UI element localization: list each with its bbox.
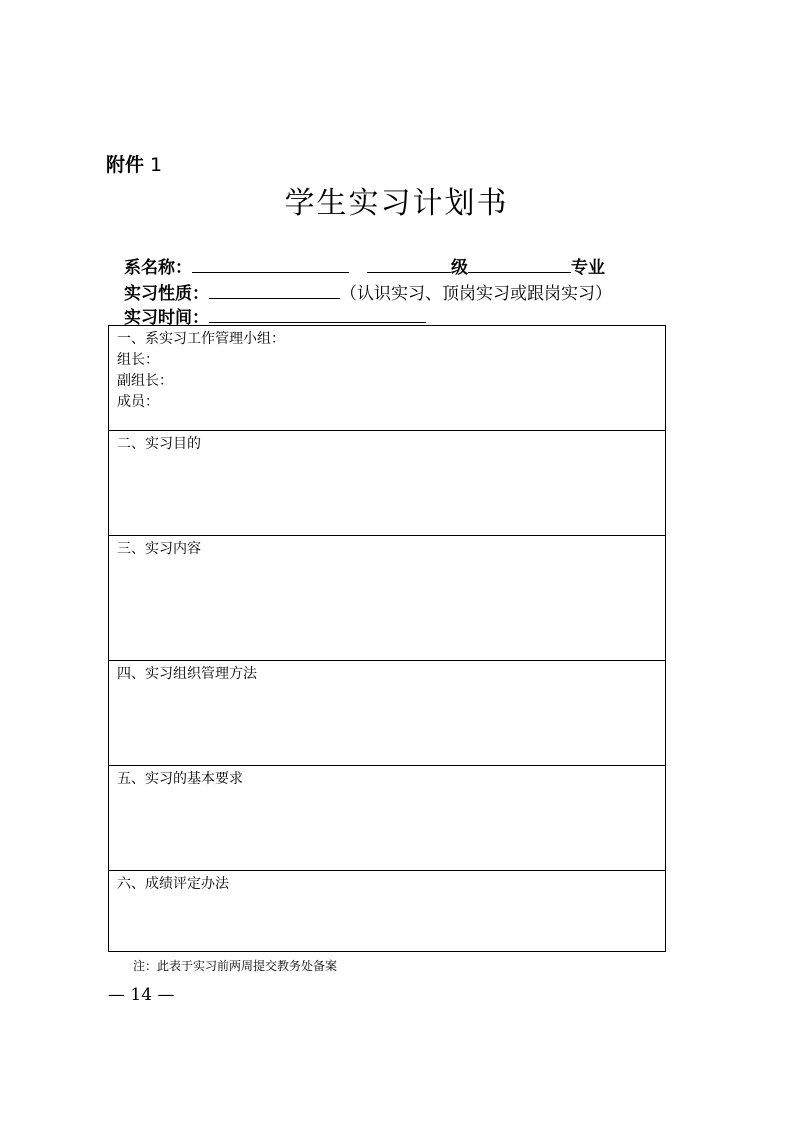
dept-grade-major-row [124, 253, 605, 278]
page-number: — 14 — [108, 985, 175, 1005]
section-purpose[interactable] [109, 431, 665, 536]
time-label: 实习时间： [124, 308, 209, 328]
section-content[interactable] [109, 536, 665, 661]
nature-row [124, 279, 612, 304]
plan-table [108, 325, 666, 952]
attachment-label [106, 150, 162, 177]
nature-field[interactable] [209, 281, 340, 299]
group-leader-label: 组长： [117, 352, 159, 368]
footnote: 注：此表于实习前两周提交教务处备案 [133, 959, 338, 973]
group-members-label: 成员： [117, 394, 159, 410]
grade-label: 级 [451, 258, 468, 278]
section-management[interactable] [109, 661, 665, 766]
section-requirements[interactable] [109, 766, 665, 871]
attachment-number: 1 [150, 154, 163, 176]
nature-label: 实习性质： [124, 284, 209, 304]
section-requirements-heading: 五、实习的基本要求 [117, 771, 243, 787]
section-purpose-heading: 二、实习目的 [117, 436, 201, 452]
section-management-heading: 四、实习组织管理方法 [117, 666, 257, 682]
group-deputy-label: 副组长： [117, 373, 173, 389]
section-assessment-heading: 六、成绩评定办法 [117, 876, 229, 892]
grade-field[interactable] [367, 255, 451, 273]
major-label: 专业 [571, 258, 605, 278]
dept-name-field[interactable] [192, 255, 349, 273]
major-field[interactable] [468, 255, 571, 273]
time-field[interactable] [209, 305, 426, 323]
dept-label: 系名称： [124, 258, 192, 278]
section-group-heading: 一、系实习工作管理小组： [117, 331, 285, 347]
attachment-text: 附件 [106, 154, 145, 176]
section-assessment[interactable] [109, 871, 665, 951]
page-title: 学生实习计划书 [284, 186, 509, 221]
section-group[interactable] [109, 326, 665, 431]
nature-note: （认识实习、顶岗实习或跟岗实习） [340, 284, 612, 304]
section-content-heading: 三、实习内容 [117, 541, 201, 557]
